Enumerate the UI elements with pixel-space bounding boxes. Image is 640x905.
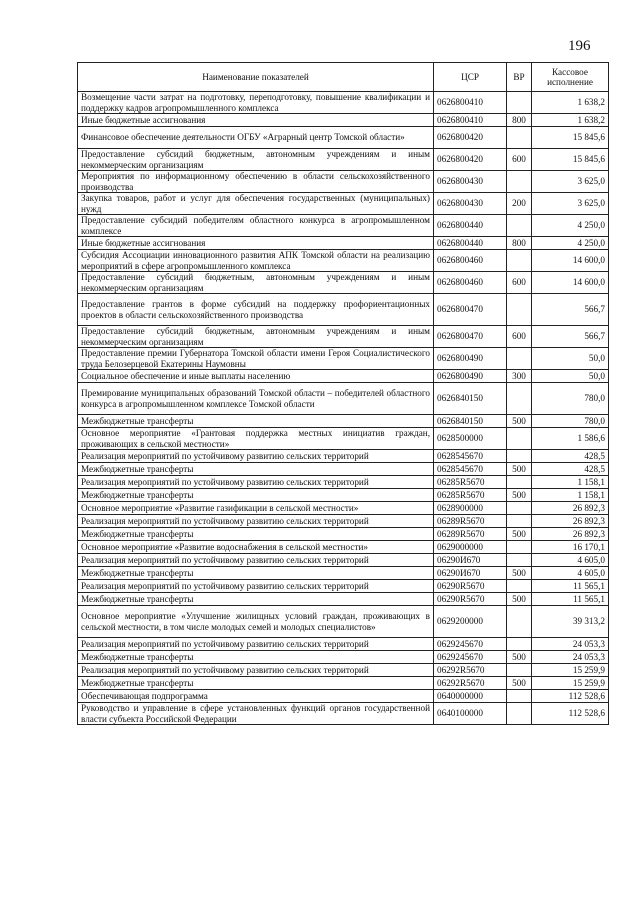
cell-vr (507, 690, 532, 703)
cell-name: Реализация мероприятий по устойчивому развитию сельских территорий (78, 580, 434, 593)
cell-amount: 1 638,2 (532, 92, 609, 114)
table-row (78, 171, 609, 193)
cell-csr: 0628500000 (434, 428, 507, 450)
cell-csr: 0626800420 (434, 149, 507, 171)
cell-amount: 14 600,0 (532, 272, 609, 294)
header-vr: ВР (507, 63, 532, 92)
cell-name: Межбюджетные трансферты (78, 677, 434, 690)
table-row (78, 193, 609, 215)
cell-vr: 500 (507, 677, 532, 690)
cell-csr: 0628900000 (434, 502, 507, 515)
table-row (78, 638, 609, 651)
cell-csr: 06292R5670 (434, 664, 507, 677)
cell-csr: 06289R5670 (434, 515, 507, 528)
table-row (78, 651, 609, 664)
cell-vr (507, 580, 532, 593)
cell-amount: 112 528,6 (532, 690, 609, 703)
cell-name: Реализация мероприятий по устойчивому развитию сельских территорий (78, 638, 434, 651)
table-row (78, 92, 609, 114)
table-row (78, 554, 609, 567)
cell-amount: 15 845,6 (532, 127, 609, 149)
cell-name: Премирование муниципальных образований Томской области – победителей областного конкурса в агропромышленном комплексе Томской области (78, 383, 434, 415)
cell-name: Межбюджетные трансферты (78, 528, 434, 541)
cell-csr: 0626840150 (434, 383, 507, 415)
table-body (78, 92, 609, 725)
cell-vr (507, 476, 532, 489)
cell-vr (507, 428, 532, 450)
table-row (78, 250, 609, 272)
cell-vr (507, 127, 532, 149)
cell-name: Межбюджетные трансферты (78, 489, 434, 502)
table-row (78, 690, 609, 703)
cell-csr: 0629000000 (434, 541, 507, 554)
page-number: 196 (568, 38, 591, 54)
table-row (78, 606, 609, 638)
cell-vr (507, 450, 532, 463)
cell-csr: 0626800490 (434, 348, 507, 370)
cell-name: Реализация мероприятий по устойчивому развитию сельских территорий (78, 515, 434, 528)
table-row (78, 703, 609, 725)
table-row (78, 580, 609, 593)
cell-amount: 50,0 (532, 348, 609, 370)
cell-name: Реализация мероприятий по устойчивому развитию сельских территорий (78, 554, 434, 567)
table-row (78, 294, 609, 326)
table-row (78, 541, 609, 554)
table-row (78, 567, 609, 580)
cell-csr: 0628545670 (434, 450, 507, 463)
cell-vr (507, 638, 532, 651)
cell-csr: 06290R5670 (434, 580, 507, 593)
cell-name: Иные бюджетные ассигнования (78, 237, 434, 250)
cell-name: Межбюджетные трансферты (78, 651, 434, 664)
cell-name: Реализация мероприятий по устойчивому развитию сельских территорий (78, 664, 434, 677)
cell-name: Основное мероприятие «Грантовая поддержка местных инициатив граждан, проживающих в сельской местности» (78, 428, 434, 450)
cell-name: Межбюджетные трансферты (78, 567, 434, 580)
cell-amount: 1 638,2 (532, 114, 609, 127)
cell-vr: 500 (507, 463, 532, 476)
cell-name: Закупка товаров, работ и услуг для обеспечения государственных (муниципальных) нужд (78, 193, 434, 215)
cell-amount: 1 158,1 (532, 489, 609, 502)
table-row (78, 528, 609, 541)
cell-vr (507, 664, 532, 677)
cell-amount: 26 892,3 (532, 515, 609, 528)
cell-csr: 0629200000 (434, 606, 507, 638)
cell-name: Предоставление субсидий бюджетным, автономным учреждениям и иным некоммерческим организациям (78, 326, 434, 348)
table-row (78, 215, 609, 237)
header-name: Наименование показателей (78, 63, 434, 92)
cell-name: Межбюджетные трансферты (78, 463, 434, 476)
cell-vr (507, 541, 532, 554)
table-row (78, 450, 609, 463)
cell-csr: 06290И670 (434, 567, 507, 580)
table-header-row (78, 63, 609, 92)
cell-vr: 800 (507, 114, 532, 127)
cell-name: Предоставление субсидий бюджетным, автономным учреждениям и иным некоммерческим организациям (78, 149, 434, 171)
cell-name: Финансовое обеспечение деятельности ОГБУ «Аграрный центр Томской области» (78, 127, 434, 149)
cell-csr: 0626840150 (434, 415, 507, 428)
table-row (78, 415, 609, 428)
cell-csr: 06285R5670 (434, 489, 507, 502)
cell-vr (507, 92, 532, 114)
cell-vr: 500 (507, 489, 532, 502)
cell-vr (507, 703, 532, 725)
cell-csr: 06290И670 (434, 554, 507, 567)
cell-csr: 0628545670 (434, 463, 507, 476)
cell-name: Социальное обеспечение и иные выплаты населению (78, 370, 434, 383)
cell-amount: 11 565,1 (532, 593, 609, 606)
cell-amount: 50,0 (532, 370, 609, 383)
budget-execution-table (77, 62, 609, 725)
cell-amount: 428,5 (532, 463, 609, 476)
cell-vr: 500 (507, 528, 532, 541)
cell-name: Обеспечивающая подпрограмма (78, 690, 434, 703)
table-row (78, 127, 609, 149)
table-row (78, 463, 609, 476)
table-row (78, 593, 609, 606)
cell-amount: 1 158,1 (532, 476, 609, 489)
cell-csr: 0626800460 (434, 272, 507, 294)
cell-name: Руководство и управление в сфере установленных функций органов государственной власти субъекта Российской Федерации (78, 703, 434, 725)
cell-name: Мероприятия по информационному обеспечению в области сельскохозяйственного производства (78, 171, 434, 193)
cell-amount: 24 053,3 (532, 651, 609, 664)
cell-amount: 428,5 (532, 450, 609, 463)
cell-csr: 06290R5670 (434, 593, 507, 606)
cell-name: Основное мероприятие «Развитие водоснабжения в сельской местности» (78, 541, 434, 554)
cell-csr: 0626800490 (434, 370, 507, 383)
cell-vr (507, 348, 532, 370)
cell-amount: 3 625,0 (532, 193, 609, 215)
cell-amount: 11 565,1 (532, 580, 609, 593)
header-csr: ЦСР (434, 63, 507, 92)
table-row (78, 677, 609, 690)
cell-amount: 4 250,0 (532, 237, 609, 250)
cell-name: Межбюджетные трансферты (78, 593, 434, 606)
cell-name: Межбюджетные трансферты (78, 415, 434, 428)
cell-csr: 0629245670 (434, 651, 507, 664)
cell-amount: 26 892,3 (532, 528, 609, 541)
cell-name: Предоставление премии Губернатора Томской области имени Героя Социалистического труда Белозерцевой Екатерины Наумовны (78, 348, 434, 370)
cell-vr: 300 (507, 370, 532, 383)
cell-csr: 0626800440 (434, 237, 507, 250)
cell-amount: 14 600,0 (532, 250, 609, 272)
table-row (78, 237, 609, 250)
cell-amount: 15 259,9 (532, 677, 609, 690)
table-row (78, 476, 609, 489)
cell-name: Основное мероприятие «Улучшение жилищных условий граждан, проживающих в сельской местности, в том числе молодых семей и молодых специалистов» (78, 606, 434, 638)
cell-csr: 0640100000 (434, 703, 507, 725)
cell-csr: 0626800460 (434, 250, 507, 272)
cell-vr: 600 (507, 272, 532, 294)
table-row (78, 348, 609, 370)
cell-amount: 4 605,0 (532, 567, 609, 580)
cell-amount: 780,0 (532, 415, 609, 428)
cell-amount: 24 053,3 (532, 638, 609, 651)
cell-csr: 06285R5670 (434, 476, 507, 489)
table-row (78, 428, 609, 450)
cell-amount: 112 528,6 (532, 703, 609, 725)
table-row (78, 149, 609, 171)
table-row (78, 515, 609, 528)
cell-csr: 06292R5670 (434, 677, 507, 690)
table-row (78, 114, 609, 127)
cell-vr (507, 294, 532, 326)
table-row (78, 664, 609, 677)
cell-amount: 566,7 (532, 326, 609, 348)
cell-amount: 1 586,6 (532, 428, 609, 450)
cell-csr: 0626800410 (434, 92, 507, 114)
cell-vr: 500 (507, 415, 532, 428)
cell-vr: 200 (507, 193, 532, 215)
cell-amount: 4 605,0 (532, 554, 609, 567)
cell-amount: 4 250,0 (532, 215, 609, 237)
cell-vr (507, 215, 532, 237)
cell-csr: 0626800410 (434, 114, 507, 127)
cell-amount: 15 845,6 (532, 149, 609, 171)
cell-vr (507, 515, 532, 528)
table-row (78, 383, 609, 415)
cell-amount: 566,7 (532, 294, 609, 326)
cell-amount: 15 259,9 (532, 664, 609, 677)
cell-csr: 0640000000 (434, 690, 507, 703)
cell-name: Иные бюджетные ассигнования (78, 114, 434, 127)
cell-csr: 0626800470 (434, 294, 507, 326)
cell-name: Предоставление грантов в форме субсидий на поддержку профориентационных проектов в области сельскохозяйственного производства (78, 294, 434, 326)
cell-csr: 0626800420 (434, 127, 507, 149)
cell-vr: 500 (507, 593, 532, 606)
cell-csr: 0629245670 (434, 638, 507, 651)
cell-vr (507, 554, 532, 567)
table-row (78, 489, 609, 502)
cell-vr (507, 502, 532, 515)
table-row (78, 502, 609, 515)
cell-csr: 0626800430 (434, 171, 507, 193)
cell-amount: 26 892,3 (532, 502, 609, 515)
cell-vr: 600 (507, 326, 532, 348)
table-row (78, 370, 609, 383)
cell-vr: 600 (507, 149, 532, 171)
cell-vr: 500 (507, 567, 532, 580)
cell-name: Реализация мероприятий по устойчивому развитию сельских территорий (78, 450, 434, 463)
cell-vr (507, 383, 532, 415)
cell-name: Реализация мероприятий по устойчивому развитию сельских территорий (78, 476, 434, 489)
cell-name: Предоставление субсидий победителям областного конкурса в агропромышленном комплексе (78, 215, 434, 237)
cell-vr: 800 (507, 237, 532, 250)
cell-name: Возмещение части затрат на подготовку, переподготовку, повышение квалификации и поддержку кадров агропромышленного комплекса (78, 92, 434, 114)
cell-amount: 3 625,0 (532, 171, 609, 193)
cell-vr (507, 250, 532, 272)
cell-amount: 16 170,1 (532, 541, 609, 554)
cell-amount: 39 313,2 (532, 606, 609, 638)
cell-vr (507, 171, 532, 193)
cell-vr (507, 606, 532, 638)
table-row (78, 326, 609, 348)
cell-name: Предоставление субсидий бюджетным, автономным учреждениям и иным некоммерческим организациям (78, 272, 434, 294)
cell-vr: 500 (507, 651, 532, 664)
cell-csr: 06289R5670 (434, 528, 507, 541)
cell-name: Субсидия Ассоциации инновационного развития АПК Томской области на реализацию мероприятий в сфере агропромышленного комплекса (78, 250, 434, 272)
table-row (78, 272, 609, 294)
cell-csr: 0626800430 (434, 193, 507, 215)
cell-csr: 0626800440 (434, 215, 507, 237)
cell-amount: 780,0 (532, 383, 609, 415)
cell-csr: 0626800470 (434, 326, 507, 348)
cell-name: Основное мероприятие «Развитие газификации в сельской местности» (78, 502, 434, 515)
header-amount: Кассовое исполнение (532, 63, 609, 92)
